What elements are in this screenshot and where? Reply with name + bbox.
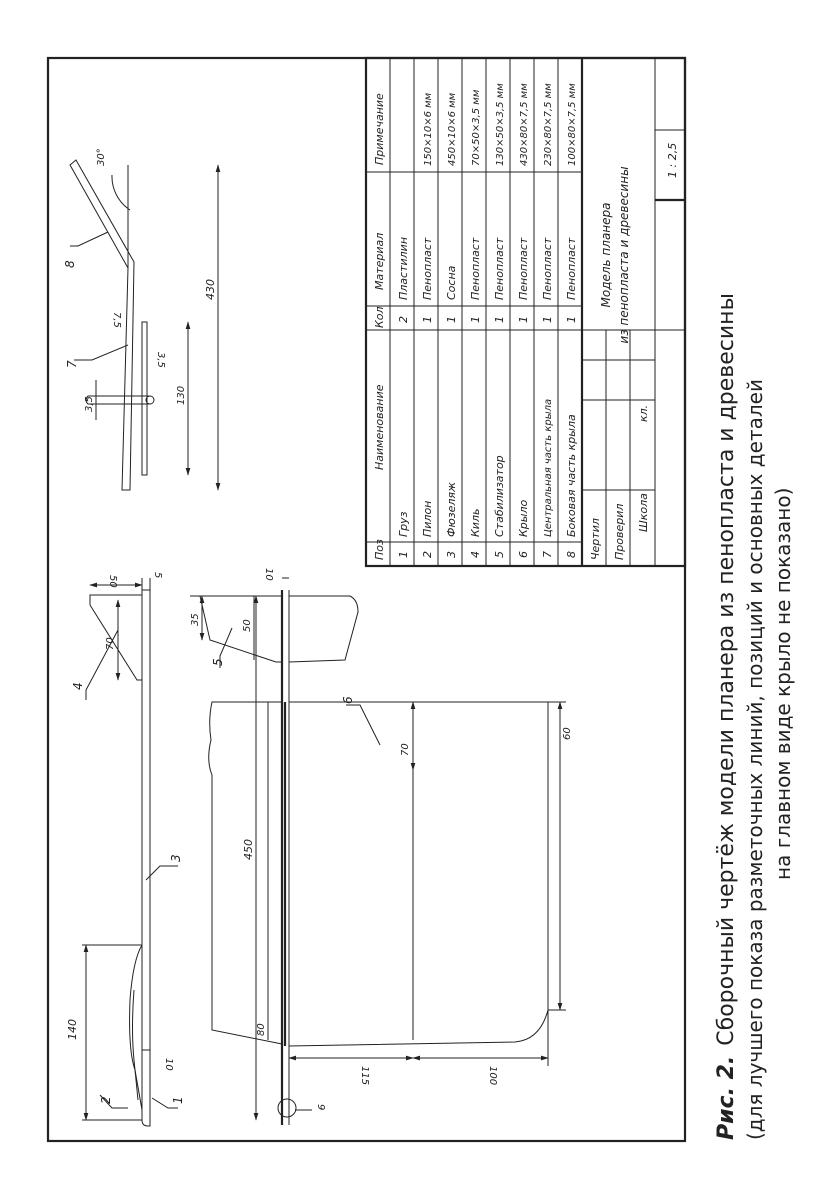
row-6-name: Крыло <box>517 499 530 537</box>
row-3-name: Фюзеляж <box>445 482 458 537</box>
row-6-pos: 6 <box>517 551 530 558</box>
row-3-note: 450×10×6 мм <box>447 92 458 166</box>
tb-school: Школа <box>637 493 650 532</box>
pos-6: 6 <box>341 696 355 704</box>
fuselage-front <box>142 590 150 1126</box>
nose-weight <box>278 1099 296 1117</box>
row-5-qty: 1 <box>493 316 506 323</box>
dim-35: 35 <box>190 613 201 626</box>
fig-label: Рис. 2. <box>714 1055 739 1140</box>
pos-8: 8 <box>63 260 77 268</box>
row-2-note: 150×10×6 мм <box>423 92 434 166</box>
tb-drew: Чертил <box>589 518 602 560</box>
row-5-pos: 5 <box>493 551 506 558</box>
row-4-note: 70×50×3,5 мм <box>471 89 482 166</box>
row-8-name: Боковая часть крыла <box>565 414 578 537</box>
caption-line-1 <box>714 293 739 1140</box>
row-7-pos: 7 <box>541 551 554 558</box>
row-7-note: 230×80×7,5 мм <box>543 83 554 166</box>
row-7-mat: Пенопласт <box>541 237 554 300</box>
wing-left <box>209 702 282 1044</box>
row-8-pos: 8 <box>565 551 578 558</box>
dim-3-5-b: 3,5 <box>155 352 166 368</box>
wing-side <box>70 160 134 490</box>
tb-title-1: Модель планера <box>599 202 613 308</box>
row-3-qty: 1 <box>445 316 458 323</box>
row-4-pos: 4 <box>469 551 482 558</box>
dim-7-5: 7,5 <box>111 312 122 328</box>
th-name: Наименование <box>373 384 386 470</box>
row-7-name: Центральная часть крыла <box>543 398 554 537</box>
caption-text-1: Сборочный чертёж модели планера из пенопласта и древесины <box>714 293 739 1046</box>
dim-450: 450 <box>242 839 255 860</box>
dim-80: 80 <box>256 1023 267 1036</box>
th-material: Материал <box>373 232 386 290</box>
side-view <box>70 160 218 490</box>
dim-50-stab: 50 <box>242 619 253 632</box>
dim-430: 430 <box>204 279 217 300</box>
row-8-mat: Пенопласт <box>565 237 578 300</box>
row-1-mat: Пластилин <box>397 236 410 300</box>
dim-70-fin: 70 <box>105 637 116 650</box>
dim-140: 140 <box>66 1019 79 1040</box>
dim-115: 115 <box>359 1066 370 1086</box>
dim-130: 130 <box>176 385 187 405</box>
row-8-note: 100×80×7,5 мм <box>567 83 578 166</box>
row-4-mat: Пенопласт <box>469 237 482 300</box>
row-1-name: Груз <box>397 511 410 537</box>
dim-angle: 30° <box>96 148 107 166</box>
table-rows <box>397 83 578 558</box>
th-note: Примечание <box>373 93 386 165</box>
tb-title-2: из пенопласта и древесины <box>617 166 631 344</box>
th-qty: Кол <box>373 306 386 328</box>
pos-4: 4 <box>71 682 85 690</box>
row-7-qty: 1 <box>541 316 554 323</box>
dim-9: 9 <box>315 1104 326 1111</box>
row-5-name: Стабилизатор <box>493 455 506 537</box>
row-5-mat: Пенопласт <box>493 237 506 300</box>
dim-10-plan: 10 <box>263 568 274 581</box>
dim-3-5-a: 3,5 <box>84 396 95 412</box>
dim-70-wing: 70 <box>400 743 411 756</box>
pos-7: 7 <box>65 360 79 368</box>
stabilizer-left <box>200 596 282 662</box>
row-6-note: 430×80×7,5 мм <box>519 83 530 166</box>
pos-5: 5 <box>211 658 225 666</box>
row-3-pos: 3 <box>445 551 458 558</box>
th-pos: Поз <box>373 539 386 560</box>
dim-5-fin: 5 <box>152 572 163 579</box>
row-8-qty: 1 <box>565 316 578 323</box>
row-2-name: Пилон <box>421 500 434 537</box>
leader-8 <box>70 232 108 246</box>
row-6-qty: 1 <box>517 316 530 323</box>
row-2-mat: Пенопласт <box>421 237 434 300</box>
row-1-qty: 2 <box>397 316 410 323</box>
row-4-name: Киль <box>469 508 482 537</box>
dim-50-fin: 50 <box>107 575 118 588</box>
row-2-pos: 2 <box>421 551 434 558</box>
pos-2: 2 <box>99 1096 113 1104</box>
wing-right <box>289 702 548 1046</box>
row-5-note: 130×50×3,5 мм <box>495 83 506 166</box>
tb-scale: 1 : 2,5 <box>666 142 679 178</box>
row-2-qty: 1 <box>421 316 434 323</box>
leader-6 <box>346 705 380 745</box>
angle-arc <box>112 175 130 210</box>
row-1-pos: 1 <box>397 551 410 558</box>
stabilizer-right <box>289 596 358 662</box>
leader-7 <box>74 345 128 360</box>
caption-line-3: на главном виде крыло не показано) <box>771 487 795 880</box>
row-6-mat: Пенопласт <box>517 237 530 300</box>
dim-10-pylon: 10 <box>163 1058 174 1071</box>
front-view <box>82 578 178 1126</box>
dim-60: 60 <box>562 727 573 740</box>
row-3-mat: Сосна <box>445 265 458 300</box>
pos-3: 3 <box>169 854 183 862</box>
leader-3 <box>146 866 178 880</box>
tb-class: кл. <box>637 404 650 422</box>
dim-100: 100 <box>487 1066 498 1086</box>
pylon-front <box>130 945 142 1110</box>
tb-checked: Проверил <box>613 503 626 560</box>
pos-1: 1 <box>171 1096 185 1104</box>
row-4-qty: 1 <box>469 316 482 323</box>
caption-line-2: (для лучшего показа разметочных линий, позиций и основных деталей <box>743 379 767 1140</box>
